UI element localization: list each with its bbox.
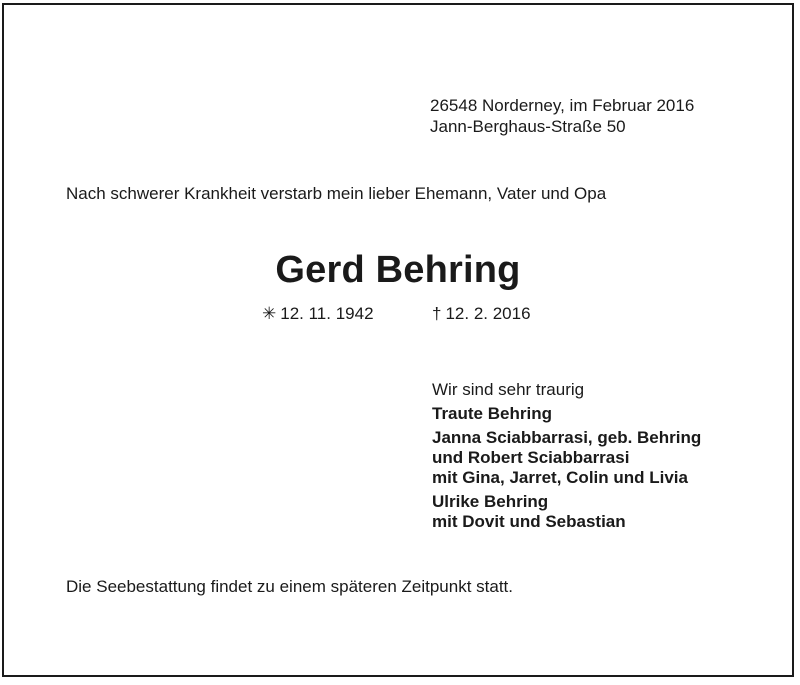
address-street: Jann-Berghaus-Straße 50: [430, 117, 626, 136]
birth-line: [262, 303, 374, 324]
address-block: [430, 95, 694, 137]
mourner-line: Ulrike Behring: [432, 492, 549, 511]
address-place-date: 26548 Norderney, im Februar 2016: [430, 96, 695, 115]
deceased-name: Gerd Behring: [275, 249, 521, 291]
mourner-group: [432, 428, 701, 488]
mourner-line: und Robert Sciabbarrasi: [432, 448, 630, 467]
mourners-block: [432, 379, 701, 532]
death-line: [432, 303, 531, 324]
mourner-group: [432, 492, 701, 532]
mourners-intro: Wir sind sehr traurig: [432, 380, 585, 399]
birth-date: 12. 11. 1942: [280, 304, 374, 323]
obituary-notice: [2, 3, 794, 677]
closing-text: Die Seebestattung findet zu einem späteren Zeitpunkt statt.: [66, 577, 513, 596]
mourner-line: Janna Sciabbarrasi, geb. Behring: [432, 428, 702, 447]
mourner-line: mit Dovit und Sebastian: [432, 512, 626, 531]
death-date: 12. 2. 2016: [445, 304, 531, 323]
mourner-group: [432, 404, 701, 424]
mourner-line: mit Gina, Jarret, Colin und Livia: [432, 468, 688, 487]
intro-text: Nach schwerer Krankheit verstarb mein lieber Ehemann, Vater und Opa: [66, 184, 607, 203]
mourner-line: Traute Behring: [432, 404, 552, 423]
birth-star-icon: ✳: [262, 304, 277, 323]
death-cross-icon: †: [432, 304, 442, 323]
